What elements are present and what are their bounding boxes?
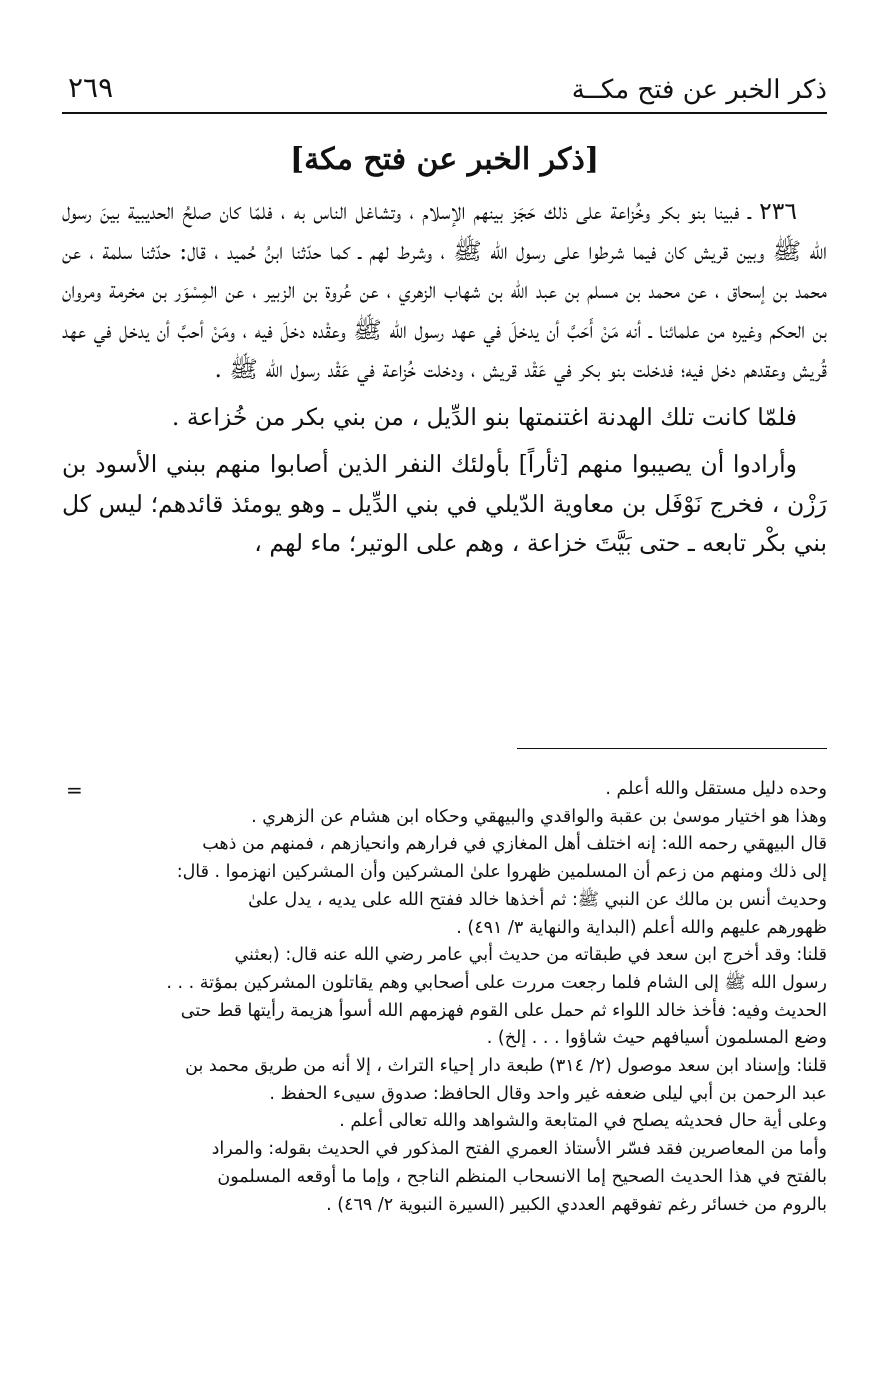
footnote-line: وحديث أنس بن مالك عن النبي ﷺ: ثم أخذها خالد ففتح الله على يديه ، يدل علىٰ xyxy=(248,889,827,910)
footnote-line: وضع المسلمون أسيافهم حيث شاؤوا . . . إلخ) . xyxy=(486,1028,827,1049)
footnote-line: وعلى أية حال فحديثه يصلح في المتابعة والشواهد والله تعالى أعلم . xyxy=(339,1111,827,1132)
paragraph-truce: فلمّا كانت تلك الهدنة اغتنمتها بنو الدِّيل ، من بني بكر من خُزاعة . xyxy=(171,402,797,431)
running-title: ذكر الخبر عن فتح مكــة xyxy=(571,75,827,105)
footnotes xyxy=(62,776,827,1219)
footnote-line: وحده دليل مستقل والله أعلم . xyxy=(605,779,827,799)
footnote-line: رسول الله ﷺ إلى الشام فلما رجعت مررت على أصحابي وهم يقاتلون المشركين بمؤتة . . . xyxy=(166,972,827,993)
footnote-line: بالفتح في هذا الحديث الصحيح إما الانسحاب المنظم الناجح ، وإما ما أوقعه المسلمون xyxy=(217,1166,827,1187)
paragraph-revenge: وأرادوا أن يصيبوا منهم [ثأراً] بأولئك النفر الذين أصابوا منهم ببني الأسود بن رَزْن ، فخرج نَوْفَل بن معاوية الدّيلي في بني الدِّيل ـ وهو يومئذ قائدهم؛ ليس كل بني بكْر تابعه ـ حتى بَيَّتَ خزاعة ، وهم على الوتير؛ ماء لهم ، xyxy=(62,450,827,557)
footnote-line: ظهورهم عليهم والله أعلم (البداية والنهاية ٣/ ٤٩١) . xyxy=(456,917,827,938)
footnote-line: قال البيهقي رحمه الله: إنه اختلف أهل المغازي في فرارهم وانحيازهم ، فمنهم من ذهب xyxy=(202,834,827,855)
footnote-line: الحديث وفيه: فأخذ خالد اللواء ثم حمل على القوم فهزمهم الله أسوأ هزيمة رأيتها قط حتى xyxy=(180,1000,827,1021)
footnote-line: إلى ذلك ومنهم من زعم أن المسلمين ظهروا علىٰ المشركين وأن المشركين انهزموا . قال: xyxy=(176,862,827,883)
main-text xyxy=(62,192,827,564)
page-number: ٢٦٩ xyxy=(68,71,114,104)
paragraph-236: ٢٣٦ ـ فبينا بنو بكر وخُزاعة على ذلك حَجَز بينهم الإسلام ، وتشاغل الناس به ، فلمّا كان صلحُ الحديبية بينَ رسول الله ﷺ وبين قريش كان فيما شرطوا على رسول الله ﷺ ، وشرط لهم ـ كما حدّثنا ابنُ حُميد ، قال: حدّثنا سلمة ، عن محمد بن إسحاق ، عن محمد بن مسلم بن عبد الله بن شهاب الزهري ، عن عُروة بن الزبير ، عن المِسْوَر بن مخرمة ومروان بن الحكم وغيره من علمائنا ـ أنه مَنْ أَحَبَّ أن يدخلَ في عهد رسول الله ﷺ وعقْده دخلَ فيه ، ومَنْ أحبَّ أن يدخل في عهد قُريش وعقدهم دخل فيه؛ فدخلت بنو بكر في عَقْد قريش ، ودخلت خُزاعة في عَقْد رسول الله ﷺ . xyxy=(62,197,827,383)
section-heading: [ذكر الخبر عن فتح مكة] xyxy=(289,142,600,177)
footnote-line: بالروم من خسائر رغم تفوقهم العددي الكبير (السيرة النبوية ٢/ ٤٦٩) . xyxy=(326,1194,827,1215)
footnote-line: عبد الرحمن بن أبي ليلى ضعفه غير واحد وقال الحافظ: صدوق سيىء الحفظ . xyxy=(269,1083,827,1104)
footnote-line: قلنا: وإسناد ابن سعد موصول (٢/ ٣١٤) طبعة دار إحياء التراث ، إلا أنه من طريق محمد بن xyxy=(185,1056,827,1077)
footnote-divider xyxy=(517,748,827,749)
footnote-line: وأما من المعاصرين فقد فسّر الأستاذ العمري الفتح المذكور في الحديث بقوله: والمراد xyxy=(211,1139,827,1160)
footnote-continuation-mark: = xyxy=(66,778,83,802)
footnote-line: قلنا: وقد أخرج ابن سعد في طبقاته من حديث أبي عامر رضي الله عنه قال: (بعثني xyxy=(234,945,827,966)
page-header xyxy=(62,68,827,114)
footnote-line: وهذا هو اختيار موسىٰ بن عقبة والواقدي والبيهقي وحكاه ابن هشام عن الزهري . xyxy=(251,806,827,827)
book-page xyxy=(62,68,827,1358)
